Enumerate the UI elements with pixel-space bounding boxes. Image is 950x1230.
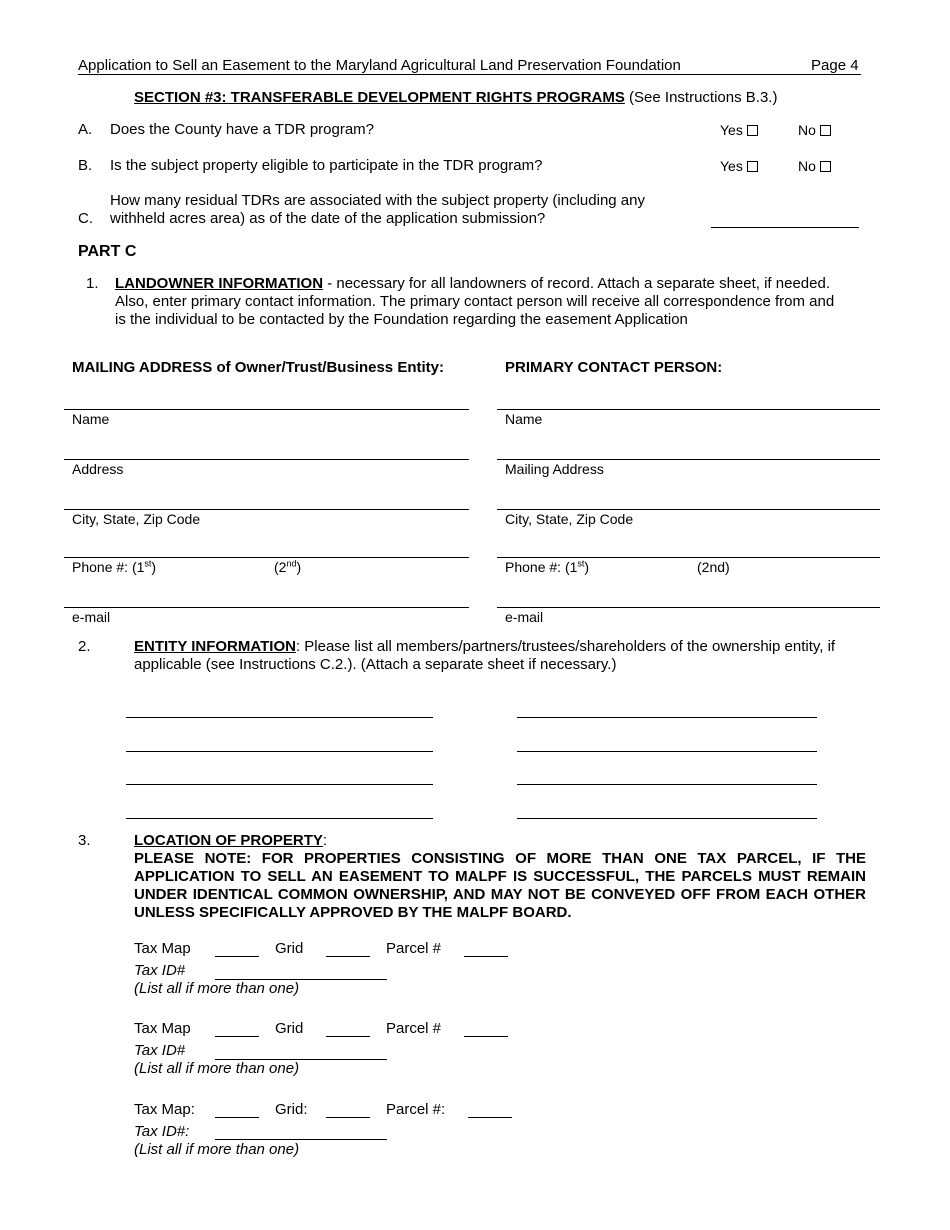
contact-email-label: e-mail bbox=[505, 609, 544, 625]
mailing-phone-label: Phone #: (1st) bbox=[72, 558, 157, 575]
question-b-letter: B. bbox=[78, 157, 93, 174]
grid-label: Grid: bbox=[275, 1101, 308, 1118]
item2-text: : Please list all members/partners/trustees/shareholders of the ownership entity, if applicable (see Instructions C.2.). (Attach a separate sheet if necessary.) bbox=[134, 638, 836, 673]
list-note: (List all if more than one) bbox=[134, 1060, 300, 1077]
question-c-line1: How many residual TDRs are associated with the subject property (including any bbox=[110, 192, 645, 209]
mailing-phone-field[interactable] bbox=[64, 557, 469, 558]
section3-note: (See Instructions B.3.) bbox=[629, 89, 778, 106]
mailing-email-field[interactable] bbox=[64, 607, 469, 608]
item3-heading: LOCATION OF PROPERTY: bbox=[134, 832, 328, 849]
section3-title: SECTION #3: TRANSFERABLE DEVELOPMENT RIGHTS PROGRAMS bbox=[134, 89, 625, 106]
contact-address-field[interactable] bbox=[497, 459, 880, 460]
parcel-label: Parcel #: bbox=[386, 1101, 446, 1118]
contact-heading: PRIMARY CONTACT PERSON: bbox=[505, 359, 723, 376]
page-number: Page 4 bbox=[811, 57, 859, 74]
yes-checkbox[interactable] bbox=[747, 161, 758, 172]
contact-phone-label: Phone #: (1st) bbox=[505, 558, 590, 575]
contact-address-label: Mailing Address bbox=[505, 461, 604, 477]
item2-number: 2. bbox=[78, 638, 91, 655]
item1-text: - necessary for all landowners of record. Attach a separate sheet, if needed. Also, enter primary contact information. The primary contact person will receive all correspondence from and is the individual to be contacted by the Foundation regarding the easement Application bbox=[115, 275, 835, 328]
contact-name-field[interactable] bbox=[497, 409, 880, 410]
contact-phone2-label: (2nd) bbox=[697, 559, 730, 575]
taxid-label: Tax ID# bbox=[134, 962, 186, 979]
taxid-label: Tax ID#: bbox=[134, 1123, 190, 1140]
mailing-address-field[interactable] bbox=[64, 459, 469, 460]
yes-label: Yes bbox=[720, 158, 743, 174]
item2-paragraph bbox=[134, 638, 864, 674]
residual-tdr-field[interactable] bbox=[711, 227, 859, 228]
entity-line[interactable] bbox=[126, 784, 433, 785]
entity-line[interactable] bbox=[517, 784, 817, 785]
mailing-city-field[interactable] bbox=[64, 509, 469, 510]
entity-line[interactable] bbox=[126, 717, 433, 718]
entity-line[interactable] bbox=[517, 818, 817, 819]
no-checkbox[interactable] bbox=[820, 125, 831, 136]
mailing-name-label: Name bbox=[72, 411, 110, 427]
item3-label: LOCATION OF PROPERTY bbox=[134, 832, 323, 849]
parcel-field[interactable] bbox=[464, 1036, 508, 1037]
header-rule bbox=[78, 74, 861, 75]
grid-field[interactable] bbox=[326, 1117, 370, 1118]
parcel-label: Parcel # bbox=[386, 1020, 442, 1037]
contact-name-label: Name bbox=[505, 411, 543, 427]
contact-city-label: City, State, Zip Code bbox=[505, 511, 634, 527]
item2-label: ENTITY INFORMATION bbox=[134, 638, 296, 655]
mailing-city-label: City, State, Zip Code bbox=[72, 511, 201, 527]
parcel-field[interactable] bbox=[464, 956, 508, 957]
taxid-label: Tax ID# bbox=[134, 1042, 186, 1059]
entity-line[interactable] bbox=[126, 751, 433, 752]
grid-label: Grid bbox=[275, 1020, 304, 1037]
question-c-line2: withheld acres area) as of the date of the application submission? bbox=[110, 210, 546, 227]
question-b-text: Is the subject property eligible to participate in the TDR program? bbox=[110, 157, 543, 174]
grid-field[interactable] bbox=[326, 956, 370, 957]
no-label: No bbox=[798, 158, 816, 174]
entity-line[interactable] bbox=[517, 751, 817, 752]
taxmap-label: Tax Map bbox=[134, 1020, 191, 1037]
no-checkbox[interactable] bbox=[820, 161, 831, 172]
taxmap-field[interactable] bbox=[215, 1036, 259, 1037]
question-c-letter: C. bbox=[78, 210, 93, 227]
question-a-no[interactable] bbox=[798, 122, 831, 138]
contact-city-field[interactable] bbox=[497, 509, 880, 510]
list-note: (List all if more than one) bbox=[134, 1141, 300, 1158]
question-b-no[interactable] bbox=[798, 158, 831, 174]
mailing-address-label: Address bbox=[72, 461, 124, 477]
taxmap-label: Tax Map bbox=[134, 940, 191, 957]
item1-label: LANDOWNER INFORMATION bbox=[115, 275, 324, 292]
grid-label: Grid bbox=[275, 940, 304, 957]
grid-field[interactable] bbox=[326, 1036, 370, 1037]
no-label: No bbox=[798, 122, 816, 138]
taxmap-field[interactable] bbox=[215, 1117, 259, 1118]
header-title: Application to Sell an Easement to the Maryland Agricultural Land Preservation Foundation bbox=[78, 57, 681, 74]
yes-label: Yes bbox=[720, 122, 743, 138]
taxmap-label: Tax Map: bbox=[134, 1101, 195, 1118]
item1-number: 1. bbox=[86, 275, 99, 292]
item3-number: 3. bbox=[78, 832, 91, 849]
question-b-yes[interactable] bbox=[720, 158, 758, 174]
question-a-letter: A. bbox=[78, 121, 93, 138]
yes-checkbox[interactable] bbox=[747, 125, 758, 136]
taxmap-field[interactable] bbox=[215, 956, 259, 957]
parcel-field[interactable] bbox=[468, 1117, 512, 1118]
section3-heading bbox=[134, 89, 777, 106]
item1-paragraph bbox=[115, 275, 835, 329]
mailing-email-label: e-mail bbox=[72, 609, 111, 625]
list-note: (List all if more than one) bbox=[134, 980, 300, 997]
question-a-yes[interactable] bbox=[720, 122, 758, 138]
entity-line[interactable] bbox=[517, 717, 817, 718]
entity-line[interactable] bbox=[126, 818, 433, 819]
contact-phone-field[interactable] bbox=[497, 557, 880, 558]
contact-email-field[interactable] bbox=[497, 607, 880, 608]
mailing-phone2-label: (2nd) bbox=[274, 558, 302, 575]
mailing-name-field[interactable] bbox=[64, 409, 469, 410]
taxid-field[interactable] bbox=[215, 1139, 387, 1140]
question-a-text: Does the County have a TDR program? bbox=[110, 121, 375, 138]
part-c-title: PART C bbox=[78, 243, 137, 260]
mailing-heading: MAILING ADDRESS of Owner/Trust/Business Entity: bbox=[72, 359, 444, 376]
item3-note: PLEASE NOTE: FOR PROPERTIES CONSISTING OF MORE THAN ONE TAX PARCEL, IF THE APPLICATION TO SELL AN EASEMENT TO MALPF IS SUCCESSFUL, THE PARCELS MUST REMAIN UNDER IDENTICAL COMMON OWNERSHIP, AND MAY NOT BE CONVEYED OFF FROM EACH OTHER UNLESS SPECIFICALLY APPROVED BY THE MALPF BOARD. bbox=[134, 850, 866, 921]
parcel-label: Parcel # bbox=[386, 940, 442, 957]
